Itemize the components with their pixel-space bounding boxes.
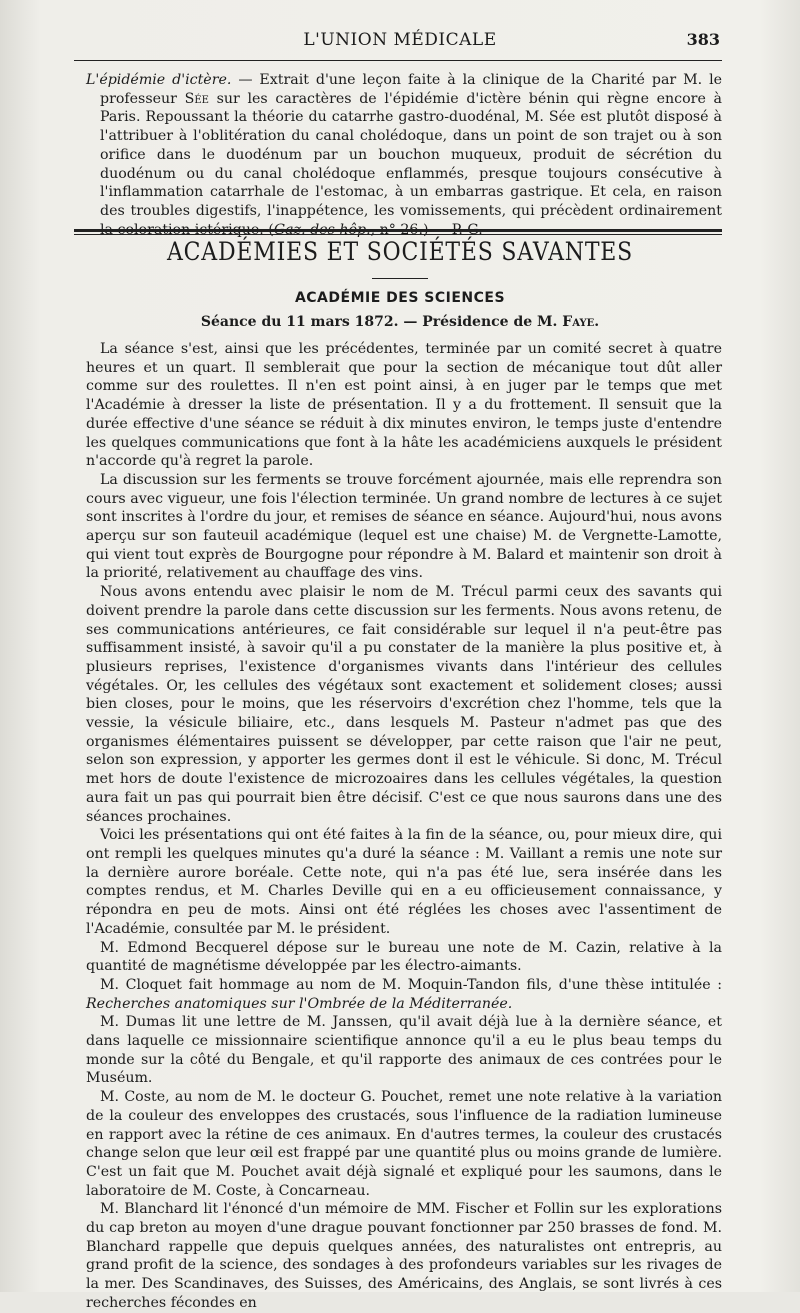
article-body <box>86 340 722 1313</box>
note-text-1: — Extrait d'une leçon faite à la clinique de la Charité par M. le professeur <box>100 72 722 107</box>
paragraph <box>86 976 722 1013</box>
paragraph: Voici les présentations qui ont été faites à la fin de la séance, ou, pour mieux dire, qui ont rempli les quelques minutes qu'a duré la séance : M. Vaillant a remis une note sur la dernière aurore boréale. Cette note, qui n'a pas été lue, sera insérée dans les comptes rendus, et M. Charles Deville qui en a eu officieusement connaissance, y répondra en peu de mots. Ainsi ont été réglées les choses avec l'assentiment de l'Académie, consultée par M. le président. <box>86 827 722 937</box>
editorial-note <box>86 71 722 239</box>
page-number: 383 <box>686 30 720 49</box>
note-lead: L'épidémie d'ictère. <box>86 72 232 88</box>
page-header <box>0 30 800 54</box>
paragraph: M. Edmond Becquerel dépose sur le bureau une note de M. Cazin, relative à la quantité de magnétisme développée par les électro-aimants. <box>86 939 722 975</box>
session-president: Faye. <box>562 314 600 330</box>
section-rule-thin <box>74 234 722 235</box>
paragraph-text: M. Cloquet fait hommage au nom de M. Moquin-Tandon fils, d'une thèse intitulée : <box>100 976 722 993</box>
session-line <box>0 314 800 330</box>
section-title: ACADÉMIES ET SOCIÉTÉS SAVANTES <box>166 238 634 267</box>
note-text-2: sur les caractères de l'épidémie d'ictère bénin qui règne encore à Paris. Repoussant la théorie du catarrhe gastro-duodénal, M. Sée est plutôt disposé à l'attribuer à l'oblitération du canal cholédoque, dans un point de son trajet ou à son orifice dans le duodénum par un bouchon muqueux, produit de sécrétion du duodénum ou du canal cholédoque enflammés, presque toujours consécutive à l'inflammation catarrhale de l'estomac, à un embarras gastrique. Et cela, en raison des troubles digestifs, l'inappétence, les vomissements, qui précèdent ordinairement <box>100 90 722 219</box>
note-name: Sée <box>184 90 209 107</box>
paragraph: La séance s'est, ainsi que les précédentes, terminée par un comité secret à quatre heures et un quart. Il semblerait que pour la section de mécanique tout dût aller comme sur des roulettes. Il n'en est point ainsi, à en juger par le temps que met l'Académie à dresser la liste de présentation. Il y a du frottement. Il sensuit que la durée effective d'une séance se réduit à dix minutes environ, le temps juste d'entendre les quelques communications que font à la hâte les académiciens auxquels le président n'accorde qu'à regret la parole. <box>86 341 722 470</box>
section-rule-thick <box>74 229 722 232</box>
running-title: L'UNION MÉDICALE <box>303 30 497 50</box>
session-text: Séance du 11 mars 1872. — Présidence de M. <box>200 314 563 330</box>
thesis-title: Recherches anatomiques sur l'Ombrée de la Méditerranée. <box>86 995 513 1012</box>
paragraph: Nous avons entendu avec plaisir le nom de M. Trécul parmi ceux des savants qui doivent prendre la parole dans cette discussion sur les ferments. Nous avons retenu, de ses communications antérieures, ce fait considérable sur lequel il n'a peut-être pas suffisamment insisté, à savoir qu'il a pu constater de la manière la plus positive et, à plusieurs reprises, l'existence d'organismes vivants dans l'intérieur des cellules végétales. Or, les cellules des végétaux sont exactement et solidement closes; aussi bien closes, pour le moins, que les réservoirs d'excrétion chez l'homme, tels que la vessie, la vésicule biliaire, etc., dans lesquels M. Pasteur n'admet pas que des organismes élémentaires puissent se développer, par cette raison que l'air ne peut, selon son expression, y apporter les germes dont il est le véhicule. Si donc, M. Trécul met hors de doute l'existence de microzoaires dans les cellules végétales, la question aura fait un pas qui pourrait bien être décisif. C'est ce que nous saurons dans une des séances prochaines. <box>86 584 722 825</box>
header-rule <box>74 60 722 61</box>
paragraph: M. Blanchard lit l'énoncé d'un mémoire de MM. Fischer et Follin sur les explorations du cap breton au moyen d'une drague pouvant fonctionner par 250 brasses de fond. M. Blanchard rappelle que depuis quelques années, des naturalistes ont entrepris, au grand profit de la science, des sondages à des profondeurs variables sur les rivages de la mer. Des Scandinaves, des Suisses, des Américains, des Anglais, se sont livrés à ces recherches fécondes en <box>86 1201 722 1311</box>
title-underline <box>372 278 428 279</box>
paragraph: La discussion sur les ferments se trouve forcément ajournée, mais elle reprendra son cours avec vigueur, une fois l'élection terminée. Un grand nombre de lectures à ce sujet sont inscrites à l'ordre du jour, et remises de séance en séance. Aujourd'hui, nous avons aperçu sur son fauteuil académique (lequel est une chaise) M. de Vergnette-Lamotte, qui vient tout exprès de Bourgogne pour répondre à M. Balard et maintenir son droit à la priorité, relativement au chauffage des vins. <box>86 471 722 582</box>
paragraph: M. Dumas lit une lettre de M. Janssen, qu'il avait déjà lue à la dernière séance, et dans laquelle ce missionnaire scientifique annonce qu'il a eu le plus beau temps du monde sur la côté du Bengale, et qu'il rapporte des animaux de ces contrées pour le Muséum. <box>86 1014 722 1087</box>
section-subtitle: ACADÉMIE DES SCIENCES <box>294 290 506 306</box>
paragraph: M. Coste, au nom de M. le docteur G. Pouchet, remet une note relative à la variation de la couleur des enveloppes des crustacés, sous l'influence de la radiation lumineuse en rapport avec la rétine de ces animaux. En d'autres termes, la couleur des crustacés change selon que leur œil est frappé par une quantité plus ou moins grande de lumière. C'est un fait que M. Pouchet avait déjà signalé et expliqué pour les saumons, dans le laboratoire de M. Coste, à Concarneau. <box>86 1089 722 1199</box>
